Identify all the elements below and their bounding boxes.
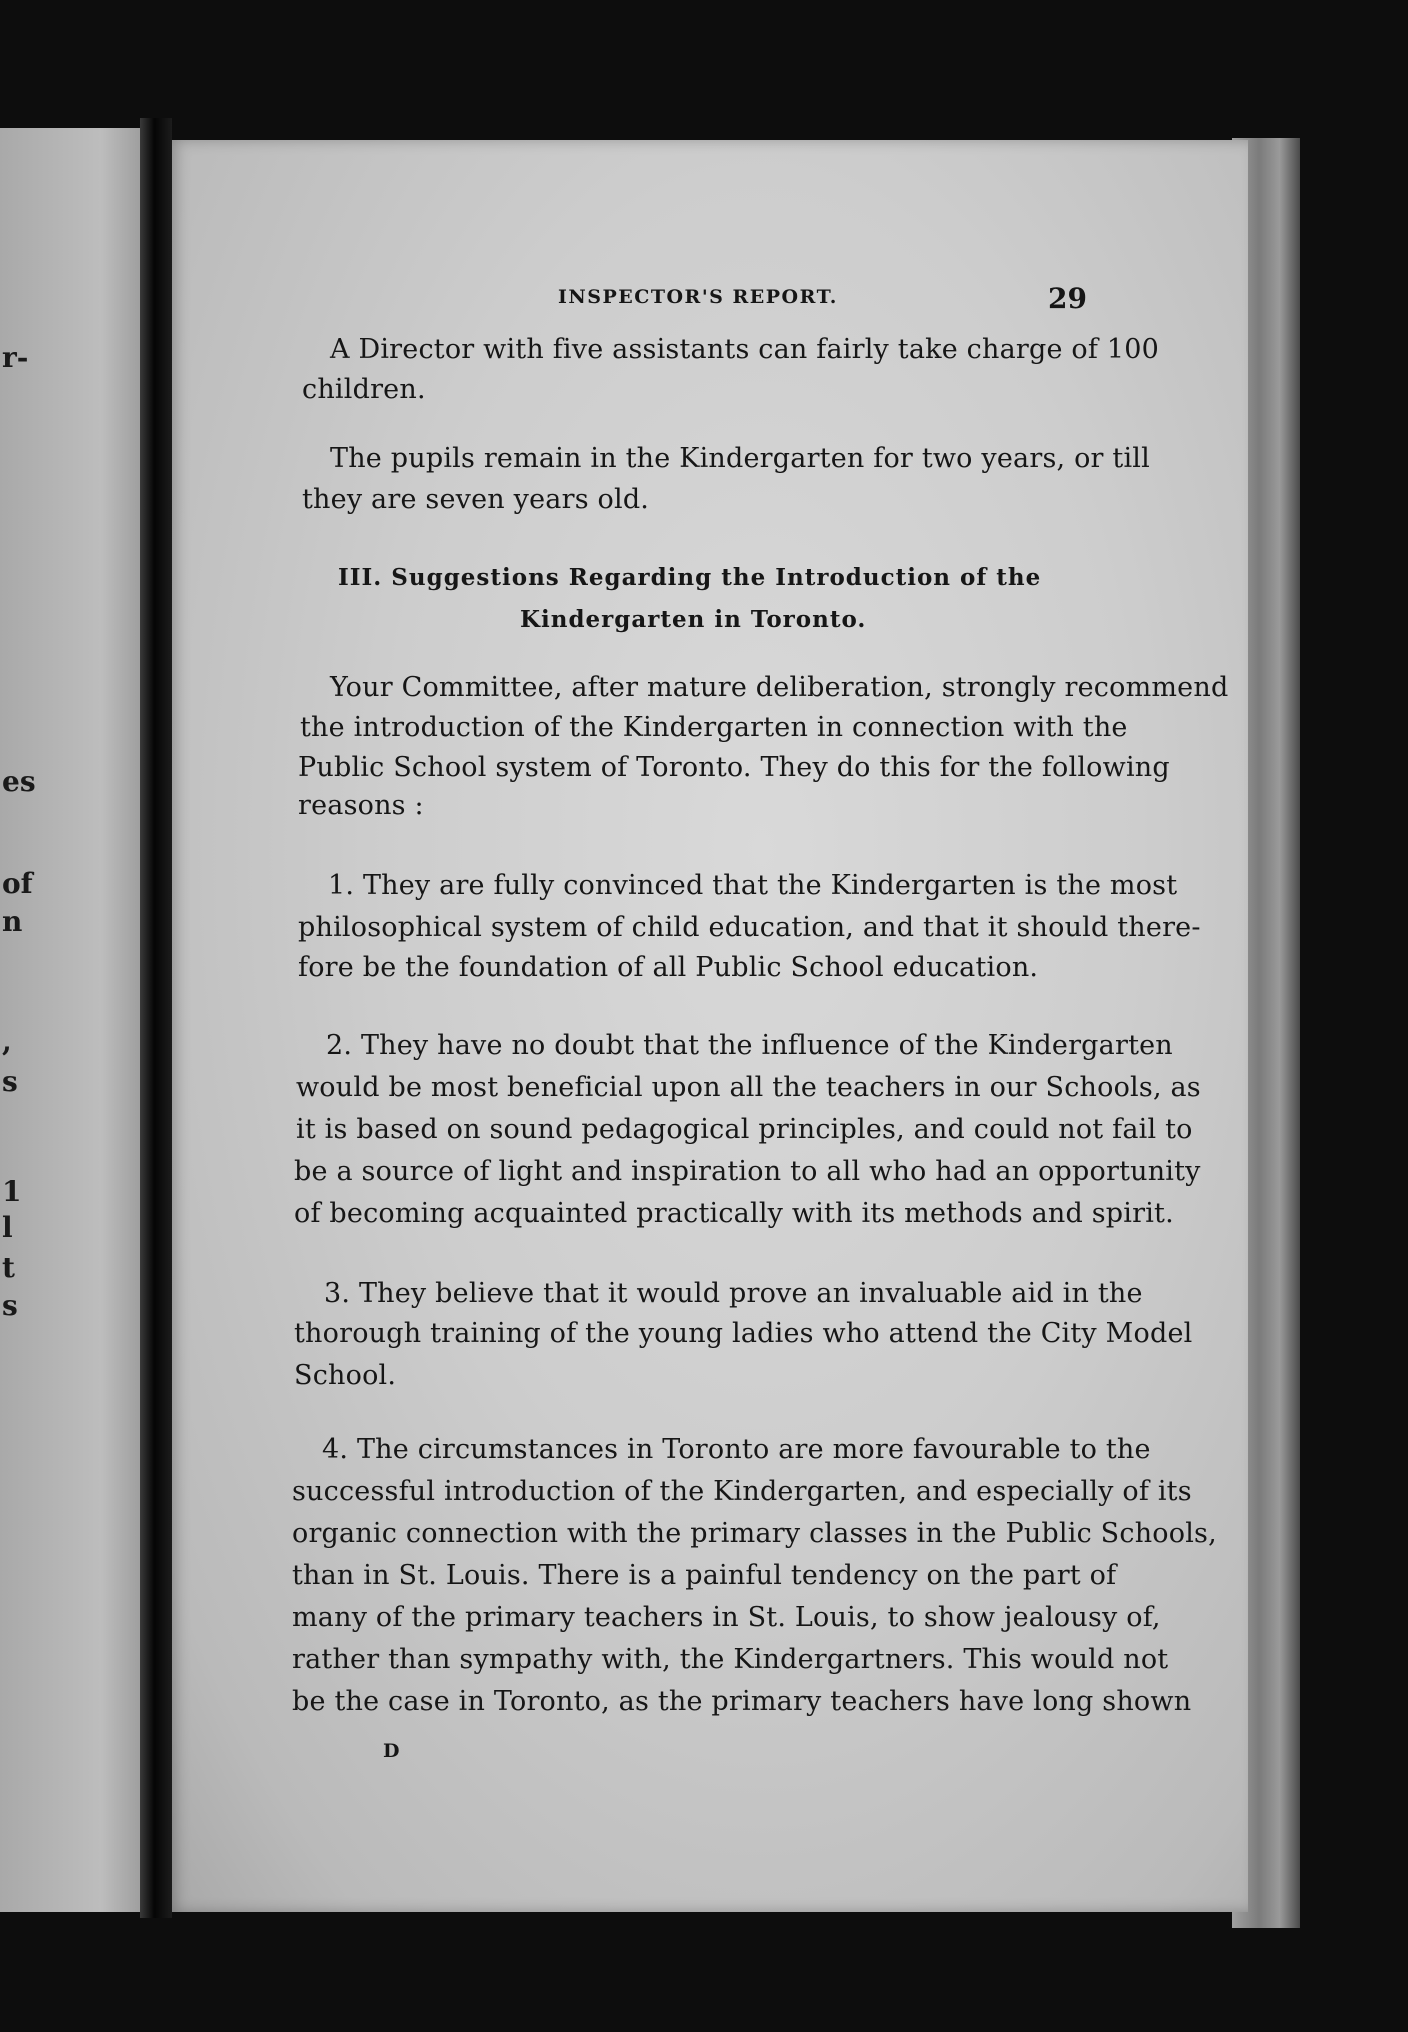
text-line: 3. They believe that it would prove an invaluable aid in the: [324, 1278, 1143, 1309]
text-line: Your Committee, after mature deliberation, strongly recommend: [330, 672, 1229, 703]
left-page-fragment: l: [2, 1211, 13, 1244]
section-heading: Kindergarten in Toronto.: [520, 606, 867, 633]
text-line: successful introduction of the Kindergarten, and especially of its: [292, 1476, 1192, 1507]
left-page-fragment: es: [2, 765, 36, 798]
text-line: School.: [294, 1360, 397, 1391]
running-head: INSPECTOR'S REPORT.: [558, 286, 838, 308]
text-line: would be most beneficial upon all the teachers in our Schools, as: [296, 1072, 1201, 1103]
section-heading: III. Suggestions Regarding the Introduction of the: [338, 564, 1042, 591]
text-line: Public School system of Toronto. They do this for the following: [298, 752, 1170, 783]
page-number: 29: [1048, 282, 1087, 315]
left-page-fragment: n: [2, 905, 23, 938]
text-line: be a source of light and inspiration to all who had an opportunity: [294, 1156, 1201, 1187]
left-page-fragment: of: [2, 867, 33, 900]
text-line: A Director with five assistants can fairly take charge of 100: [330, 334, 1159, 365]
main-page: [168, 140, 1248, 1912]
text-line: of becoming acquainted practically with its methods and spirit.: [294, 1198, 1174, 1229]
text-line: than in St. Louis. There is a painful tendency on the part of: [292, 1560, 1117, 1591]
text-line: 1. They are fully convinced that the Kindergarten is the most: [328, 870, 1178, 901]
book-gutter: [140, 118, 172, 1918]
text-line: philosophical system of child education, and that it should there-: [298, 912, 1201, 943]
text-line: many of the primary teachers in St. Louis, to show jealousy of,: [292, 1602, 1161, 1633]
left-page-fragment: s: [2, 1289, 18, 1322]
text-line: be the case in Toronto, as the primary teachers have long shown: [292, 1686, 1192, 1717]
text-line: it is based on sound pedagogical principles, and could not fail to: [296, 1114, 1193, 1145]
text-line: thorough training of the young ladies who attend the City Model: [294, 1318, 1193, 1349]
text-line: 2. They have no doubt that the influence of the Kindergarten: [326, 1030, 1173, 1061]
text-line: The pupils remain in the Kindergarten for two years, or till: [330, 443, 1150, 474]
left-page-fragment: 1: [2, 1175, 22, 1208]
signature-mark: D: [383, 1740, 400, 1762]
left-page-fragment: s: [2, 1065, 18, 1098]
text-line: organic connection with the primary classes in the Public Schools,: [292, 1518, 1217, 1549]
text-line: 4. The circumstances in Toronto are more favourable to the: [322, 1434, 1151, 1465]
left-page-fragment: r-: [2, 341, 29, 374]
text-line: they are seven years old.: [302, 484, 650, 515]
text-line: fore be the foundation of all Public School education.: [298, 952, 1039, 983]
left-page-fragment: t: [2, 1251, 15, 1284]
text-line: reasons :: [298, 790, 424, 821]
text-line: rather than sympathy with, the Kindergartners. This would not: [292, 1644, 1169, 1675]
text-line: the introduction of the Kindergarten in connection with the: [300, 712, 1128, 743]
left-page-fragment: ,: [2, 1025, 12, 1058]
text-line: children.: [302, 374, 426, 405]
